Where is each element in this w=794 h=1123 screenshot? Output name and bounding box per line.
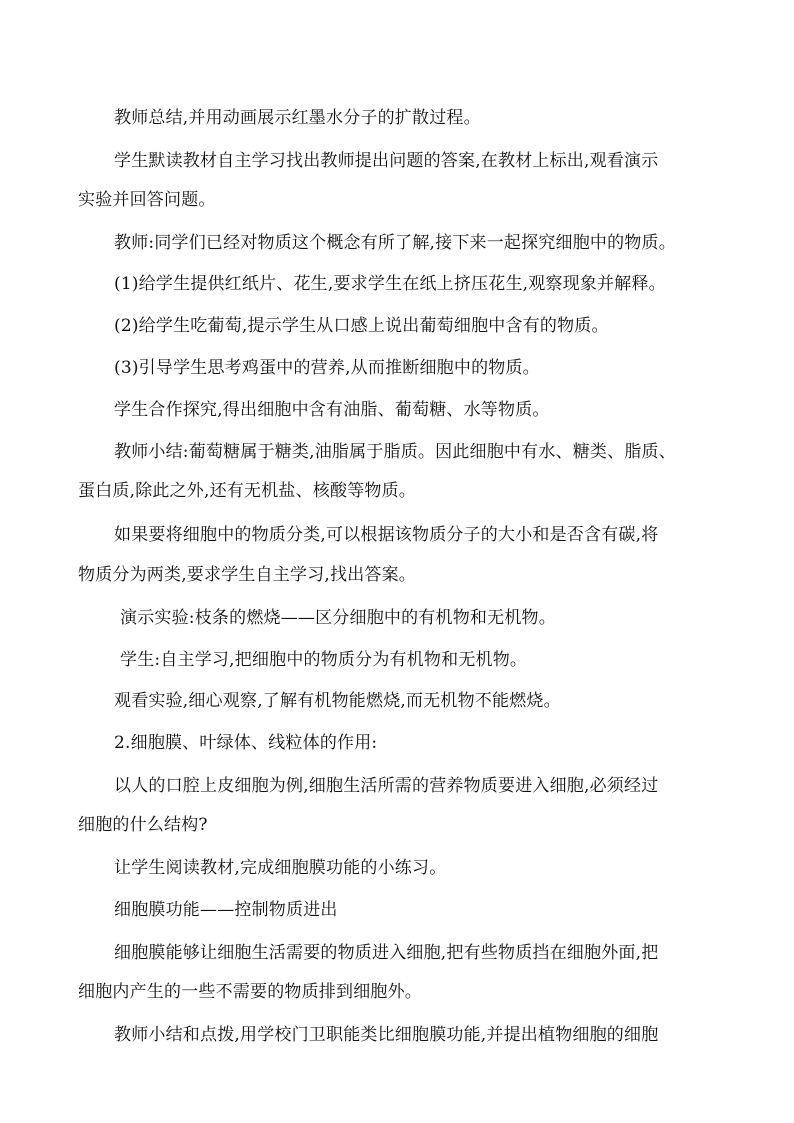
paragraph-line: 细胞膜能够让细胞生活需要的物质进入细胞,把有些物质挡在细胞外面,把 xyxy=(114,943,659,963)
paragraph-line: (2)给学生吃葡萄,提示学生从口感上说出葡萄细胞中含有的物质。 xyxy=(114,316,609,336)
paragraph-line: 实验并回答问题。 xyxy=(78,190,216,210)
paragraph-line: 细胞膜功能——控制物质进出 xyxy=(114,900,338,920)
paragraph-line: 教师小结:葡萄糖属于糖类,油脂属于脂质。因此细胞中有水、糖类、脂质、 xyxy=(114,442,676,462)
paragraph-line: 蛋白质,除此之外,还有无机盐、核酸等物质。 xyxy=(78,481,417,501)
paragraph-line: 观看实验,细心观察,了解有机物能燃烧,而无机物不能燃烧。 xyxy=(114,691,561,711)
paragraph-line: (1)给学生提供红纸片、花生,要求学生在纸上挤压花生,观察现象并解释。 xyxy=(114,274,666,294)
paragraph-line: 学生:自主学习,把细胞中的物质分为有机物和无机物。 xyxy=(120,650,528,670)
paragraph-line: 细胞的什么结构? xyxy=(78,815,208,835)
paragraph-line: 如果要将细胞中的物质分类,可以根据该物质分子的大小和是否含有碳,将 xyxy=(114,525,659,545)
paragraph-line: 物质分为两类,要求学生自主学习,找出答案。 xyxy=(78,565,417,585)
paragraph-line: 演示实验:枝条的燃烧——区分细胞中的有机物和无机物。 xyxy=(120,608,556,628)
paragraph-line: 细胞内产生的一些不需要的物质排到细胞外。 xyxy=(78,982,422,1002)
paragraph-line: 学生默读教材自主学习找出教师提出问题的答案,在教材上标出,观看演示 xyxy=(114,151,659,171)
paragraph-line: 以人的口腔上皮细胞为例,细胞生活所需的营养物质要进入细胞,必须经过 xyxy=(114,776,659,796)
paragraph-line: 学生合作探究,得出细胞中含有油脂、葡萄糖、水等物质。 xyxy=(114,400,550,420)
paragraph-line: 教师总结,并用动画展示红墨水分子的扩散过程。 xyxy=(114,108,481,128)
paragraph-line: 教师:同学们已经对物质这个概念有所了解,接下来一起探究细胞中的物质。 xyxy=(114,233,676,253)
paragraph-line: 2.细胞膜、叶绿体、线粒体的作用: xyxy=(114,733,378,753)
paragraph-line: 让学生阅读教材,完成细胞膜功能的小练习。 xyxy=(114,858,447,878)
paragraph-line: (3)引导学生思考鸡蛋中的营养,从而推断细胞中的物质。 xyxy=(114,358,540,378)
paragraph-line: 教师小结和点拨,用学校门卫职能类比细胞膜功能,并提出植物细胞的细胞 xyxy=(114,1025,659,1045)
